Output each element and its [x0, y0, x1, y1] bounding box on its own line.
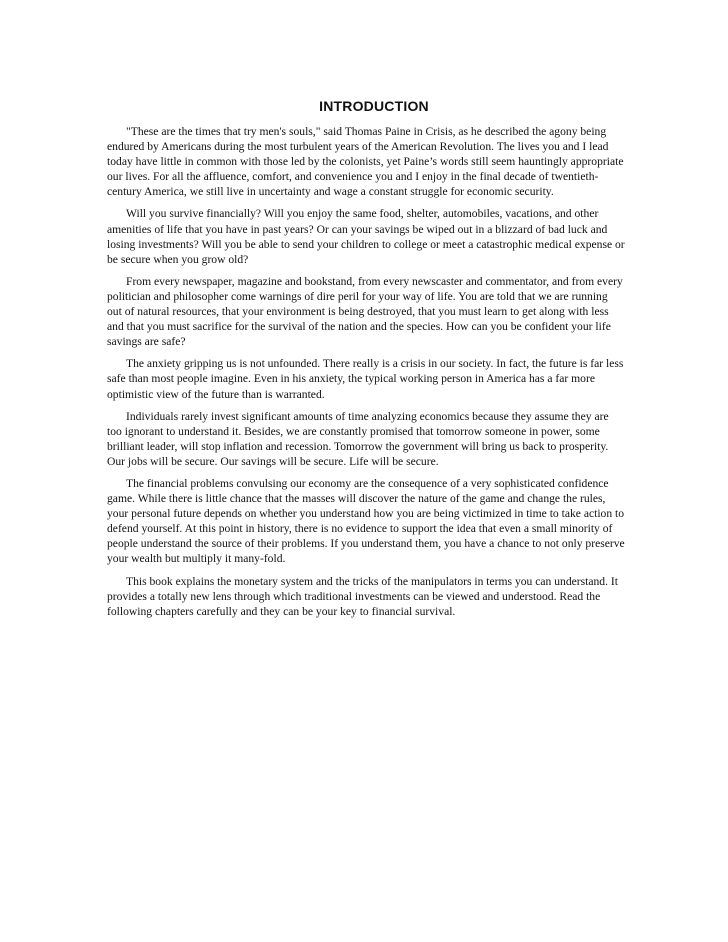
paragraph-1: "These are the times that try men's souls," said Thomas Paine in Crisis, as he described the agony being endured by Americans during the most turbulent years of the American Revolution. The lives you and I lead today have little in common with those led by the colonists, yet Paine’s words still seem hauntingly appropriate our lives. For all the affluence, comfort, and convenience you and I enjoy in the final decade of twentieth-century America, we still live in uncertainty and wage a constant struggle for economic security. [107, 125, 624, 199]
paragraph-6: The financial problems convulsing our economy are the consequence of a very sophisticated confidence game. While there is little chance that the masses will discover the nature of the game and change the rules, your personal future depends on whether you understand how you are being victimized in time to take action to defend yourself. At this point in history, there is no evidence to support the idea that even a small minority of people understand the source of their problems. If you understand them, you have a chance to not only preserve your wealth but multiply it many-fold. [107, 476, 625, 566]
paragraph-4: The anxiety gripping us is not unfounded. There really is a crisis in our society. In fact, the future is far less safe than most people imagine. Even in his anxiety, the typical working person in America has a far more optimistic view of the future than is warranted. [107, 357, 624, 401]
paragraph-7: This book explains the monetary system and the tricks of the manipulators in terms you can understand. It provides a totally new lens through which traditional investments can be viewed and understood. Read the following chapters carefully and they can be your key to financial survival. [107, 574, 618, 618]
paragraph-5: Individuals rarely invest significant amounts of time analyzing economics because they assume they are too ignorant to understand it. Besides, we are constantly promised that tomorrow someone in power, some brilliant leader, will stop inflation and recession. Tomorrow the government will bring us back to prosperity. Our jobs will be secure. Our savings will be secure. Life will be secure. [107, 409, 609, 468]
paragraph-2: Will you survive financially? Will you enjoy the same food, shelter, automobiles, vacations, and other amenities of life that you have in past years? Or can your savings be wiped out in a blizzard of bad luck and losing investments? Will you be able to send your children to college or meet a catastrophic medical expense or be secure when you grow old? [107, 207, 625, 266]
document-page [107, 98, 625, 626]
paragraph-3: From every newspaper, magazine and bookstand, from every newscaster and commentator, and from every politician and philosopher come warnings of dire peril for your way of life. You are told that we are running out of natural resources, that your environment is being destroyed, that you must learn to get along with less and that you must sacrifice for the survival of the nation and the species. How can you be confident your life savings are safe? [107, 274, 623, 349]
page-title: INTRODUCTION [319, 98, 429, 114]
